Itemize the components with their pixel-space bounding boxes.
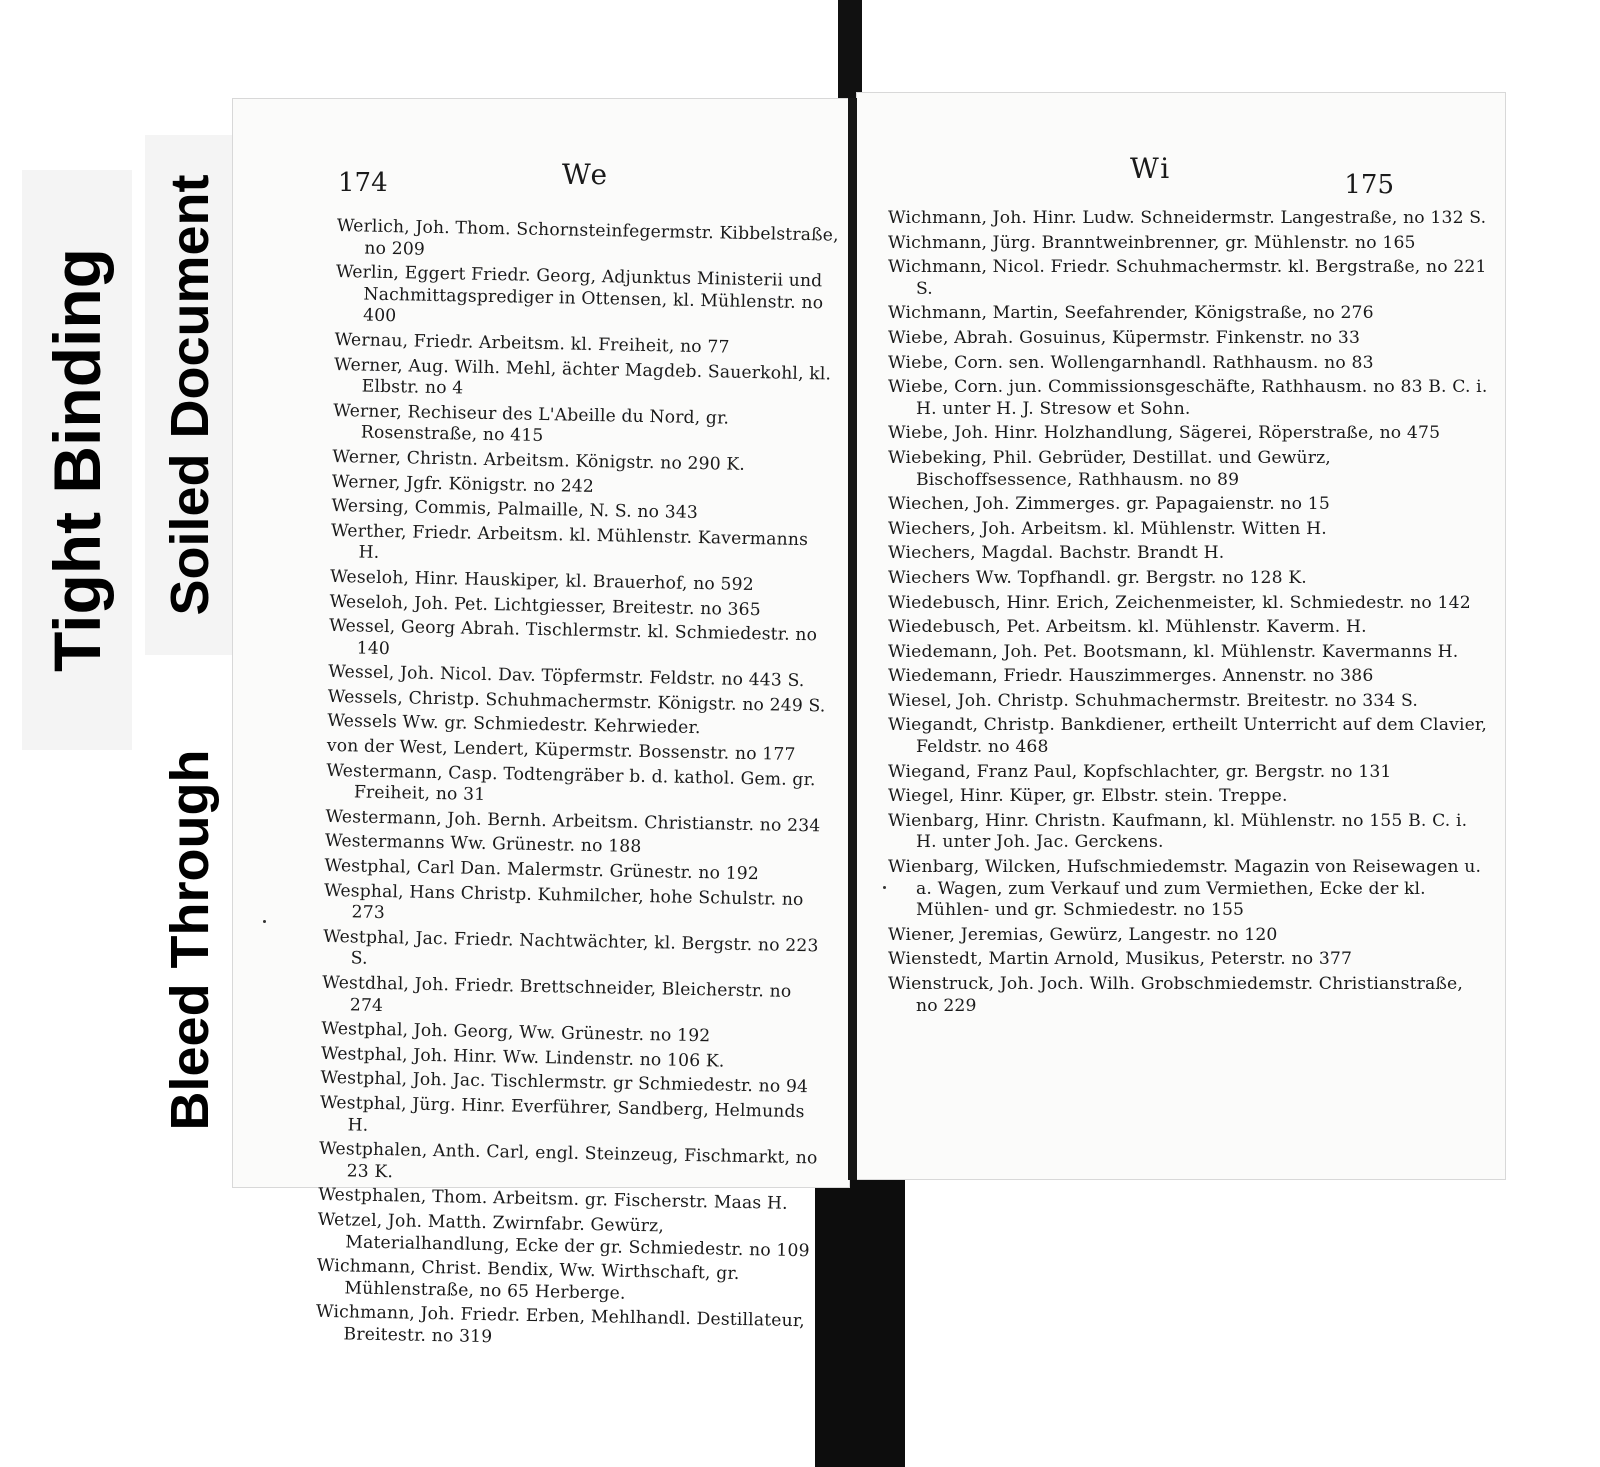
right-directory-entries xyxy=(888,208,1490,1020)
left-page-running-head: We xyxy=(562,158,610,191)
directory-entry: Wessels, Christp. Schuhmachermstr. Königstr. no 249 S. xyxy=(327,686,826,717)
directory-entry: Westphal, Jürg. Hinr. Everführer, Sandberg, Helmunds H. xyxy=(319,1092,805,1136)
directory-entry: Wiedemann, Joh. Pet. Bootsmann, kl. Mühlenstr. Kavermanns H. xyxy=(888,641,1459,662)
directory-entry: von der West, Lendert, Küpermstr. Bossenstr. no 177 xyxy=(326,735,796,765)
left-page-number: 174 xyxy=(338,168,388,198)
right-page-header xyxy=(856,152,1506,202)
right-page xyxy=(856,92,1506,1180)
directory-entry: Wichmann, Jürg. Branntweinbrenner, gr. Mühlenstr. no 165 xyxy=(888,232,1416,253)
directory-entry: Westphal, Joh. Hinr. Ww. Lindenstr. no 106 K. xyxy=(320,1043,725,1072)
directory-entry: Werner, Christn. Arbeitsm. Königstr. no 290 K. xyxy=(332,446,746,475)
bleed-through-label xyxy=(145,700,235,1180)
directory-entry: Wiesel, Joh. Christp. Schuhmachermstr. Breitestr. no 334 S. xyxy=(888,690,1418,711)
directory-entry: Werther, Friedr. Arbeitsm. kl. Mühlenstr. Kavermanns H. xyxy=(330,520,809,564)
directory-entry: Wiechers, Joh. Arbeitsm. kl. Mühlenstr. Witten H. xyxy=(888,518,1327,539)
directory-entry: Wiedebusch, Pet. Arbeitsm. kl. Mühlenstr. Kaverm. H. xyxy=(888,617,1367,638)
bleed-through-text: Bleed Through xyxy=(160,749,220,1131)
ink-speck xyxy=(883,886,886,889)
directory-entry: Westermann, Casp. Todtengräber b. d. kathol. Gem. gr. Freiheit, no 31 xyxy=(326,760,816,806)
directory-entry: Werlin, Eggert Friedr. Georg, Adjunktus Ministerii und Nachmittagsprediger in Ottensen, kl. Mühlenstr. no 400 xyxy=(335,262,824,327)
directory-entry: Wiechen, Joh. Zimmerges. gr. Papagaienstr. no 15 xyxy=(888,494,1330,515)
left-page xyxy=(232,98,850,1348)
directory-entry: Wichmann, Joh. Friedr. Erben, Mehlhandl. Destillateur, Breitestr. no 319 xyxy=(315,1302,806,1348)
directory-entry: Wichmann, Martin, Seefahrender, Königstraße, no 276 xyxy=(888,303,1374,324)
directory-entry: Wienbarg, Wilcken, Hufschmiedemstr. Magazin von Reisewagen u. a. Wagen, zum Verkauf und zum Vermiethen, Ecke der kl. Mühlen- und gr. Schmiedestr. no 155 xyxy=(888,857,1482,921)
right-page-running-head: Wi xyxy=(1130,152,1172,185)
directory-entry: Werlich, Joh. Thom. Schornsteinfegermstr. Kibbelstraße, no 209 xyxy=(336,216,839,260)
directory-entry: Wiebe, Joh. Hinr. Holzhandlung, Sägerei, Röperstraße, no 475 xyxy=(888,423,1441,444)
directory-entry: Wiebe, Abrah. Gosuinus, Küpermstr. Finkenstr. no 33 xyxy=(888,327,1361,348)
directory-entry: Westphal, Joh. Georg, Ww. Grünestr. no 192 xyxy=(321,1019,711,1047)
directory-entry: Wetzel, Joh. Matth. Zwirnfabr. Gewürz, Materialhandlung, Ecke der gr. Schmiedestr. no 109 xyxy=(317,1209,810,1261)
soiled-document-text: Soiled Document xyxy=(160,174,220,616)
directory-entry: Wiechers, Magdal. Bachstr. Brandt H. xyxy=(888,543,1225,564)
left-page-header xyxy=(232,158,850,208)
directory-entry: Wiedemann, Friedr. Hauszimmerges. Annenstr. no 386 xyxy=(888,666,1374,687)
directory-entry: Wesphal, Hans Christp. Kuhmilcher, hohe Schulstr. no 273 xyxy=(323,880,804,924)
directory-entry: Wiebeking, Phil. Gebrüder, Destillat. und Gewürz, Bischoffsessence, Rathhausm. no 89 xyxy=(888,447,1331,490)
directory-entry: Wessel, Georg Abrah. Tischlermstr. kl. Schmiedestr. no 140 xyxy=(328,616,818,659)
soiled-document-label xyxy=(145,135,235,655)
right-page-number: 175 xyxy=(1344,170,1394,200)
directory-entry: Wichmann, Christ. Bendix, Ww. Wirthschaft, gr. Mühlenstraße, no 65 Herberge. xyxy=(316,1255,740,1304)
directory-entry: Wienbarg, Hinr. Christn. Kaufmann, kl. Mühlenstr. no 155 B. C. i. H. unter Joh. Jac. Gerckens. xyxy=(888,810,1468,853)
binding-spine-top xyxy=(838,0,862,100)
directory-entry: Werner, Aug. Wilh. Mehl, ächter Magdeb. Sauerkohl, kl. Elbstr. no 4 xyxy=(333,354,832,399)
directory-entry: Weseloh, Joh. Pet. Lichtgiesser, Breitestr. no 365 xyxy=(329,591,762,620)
directory-entry: Wichmann, Joh. Hinr. Ludw. Schneidermstr. Langestraße, no 132 S. xyxy=(888,208,1487,228)
directory-entry: Westphal, Jac. Friedr. Nachtwächter, kl. Bergstr. no 223 S. xyxy=(322,926,819,970)
directory-entry: Wichmann, Nicol. Friedr. Schuhmachermstr. kl. Bergstraße, no 221 S. xyxy=(888,257,1487,299)
directory-entry: Westermanns Ww. Grünestr. no 188 xyxy=(324,831,642,858)
directory-entry: Wiegandt, Christp. Bankdiener, ertheilt Unterricht auf dem Clavier, Feldstr. no 468 xyxy=(888,715,1488,758)
tight-binding-text: Tight Binding xyxy=(40,247,114,673)
ink-speck xyxy=(263,920,266,923)
directory-entry: Wienstruck, Joh. Joch. Wilh. Grobschmiedemstr. Christianstraße, no 229 xyxy=(888,974,1463,1016)
directory-entry: Wienstedt, Martin Arnold, Musikus, Peterstr. no 377 xyxy=(888,949,1353,970)
directory-entry: Westermann, Joh. Bernh. Arbeitsm. Christianstr. no 234 xyxy=(325,806,821,837)
directory-entry: Wersing, Commis, Palmaille, N. S. no 343 xyxy=(331,496,699,524)
directory-entry: Wiechers Ww. Topfhandl. gr. Bergstr. no 128 K. xyxy=(888,567,1307,588)
directory-entry: Westphal, Joh. Jac. Tischlermstr. gr Schmiedestr. no 94 xyxy=(320,1068,809,1098)
directory-entry: Wiegel, Hinr. Küper, gr. Elbstr. stein. Treppe. xyxy=(888,786,1288,807)
directory-entry: Wiedebusch, Hinr. Erich, Zeichenmeister, kl. Schmiedestr. no 142 xyxy=(888,592,1471,613)
tight-binding-label xyxy=(22,170,132,750)
directory-entry: Wiener, Jeremias, Gewürz, Langestr. no 120 xyxy=(888,924,1278,945)
directory-entry: Werner, Jgfr. Königstr. no 242 xyxy=(331,471,595,497)
directory-entry: Westphalen, Anth. Carl, engl. Steinzeug, Fischmarkt, no 23 K. xyxy=(318,1138,818,1183)
directory-entry: Wiebe, Corn. jun. Commissionsgeschäfte, Rathhausm. no 83 B. C. i. H. unter H. J. Stresow et Sohn. xyxy=(888,377,1488,419)
directory-entry: Wernau, Friedr. Arbeitsm. kl. Freiheit, no 77 xyxy=(334,329,730,358)
directory-entry: Westphalen, Thom. Arbeitsm. gr. Fischerstr. Maas H. xyxy=(318,1185,788,1215)
binding-gutter xyxy=(848,98,857,1180)
directory-entry: Werner, Rechiseur des L'Abeille du Nord, gr. Rosenstraße, no 415 xyxy=(333,400,730,447)
directory-entry: Westdhal, Joh. Friedr. Brettschneider, Bleicherstr. no 274 xyxy=(322,972,792,1016)
directory-entry: Wiegand, Franz Paul, Kopfschlachter, gr. Bergstr. no 131 xyxy=(888,761,1392,782)
binding-spine-bottom xyxy=(815,1178,905,1467)
left-directory-entries xyxy=(315,216,840,1358)
directory-entry: Westphal, Carl Dan. Malermstr. Grünestr. no 192 xyxy=(324,855,760,885)
directory-entry: Wessels Ww. gr. Schmiedestr. Kehrwieder. xyxy=(327,711,701,739)
directory-entry: Weseloh, Hinr. Hauskiper, kl. Brauerhof, no 592 xyxy=(329,566,754,595)
directory-entry: Wiebe, Corn. sen. Wollengarnhandl. Rathhausm. no 83 xyxy=(888,352,1374,373)
directory-entry: Wessel, Joh. Nicol. Dav. Töpfermstr. Feldstr. no 443 S. xyxy=(328,662,805,692)
